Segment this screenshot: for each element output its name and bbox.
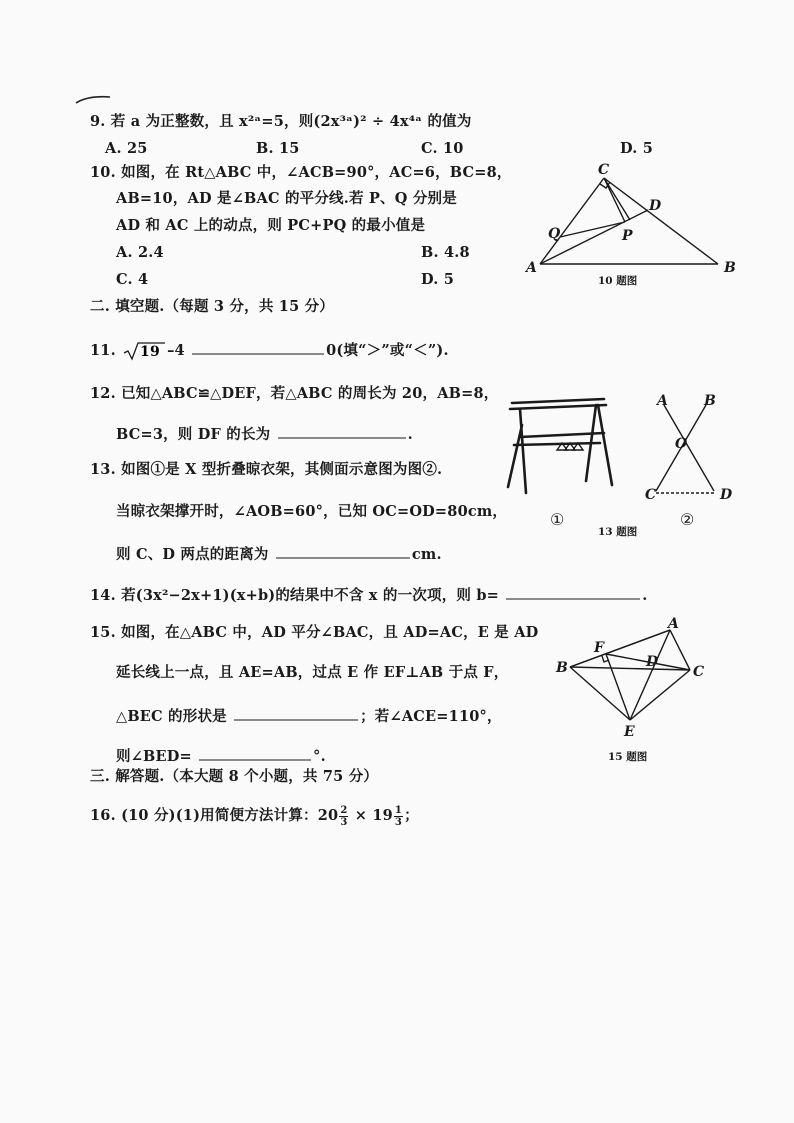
q15-angle-blank[interactable] — [199, 745, 311, 761]
q15-line-1: 15. 如图，在△ABC 中，AD 平分∠BAC，且 AD=AC，E 是 AD — [90, 624, 539, 641]
q13-marker-1: ① — [550, 510, 565, 529]
q13-figure — [500, 385, 760, 545]
q9-stem: 9. 若 a 为正整数，且 x²ᵃ=5，则(2x³ᵃ)² ÷ 4x⁴ᵃ 的值为 — [90, 113, 472, 130]
q16-line: 16. (10 分)(1)用简便方法计算：20 $\frac{2}{3}$ × 19 $\frac{1}{3}$ ； — [90, 804, 419, 828]
fraction-one-third: $\frac{1}{3}$ — [394, 804, 403, 828]
q13-point-d: D — [720, 487, 733, 503]
square-root-sign — [123, 341, 167, 361]
q9-option-b: B. 15 — [256, 140, 300, 157]
q12-answer-blank[interactable] — [278, 423, 406, 439]
q11-answer-blank[interactable] — [192, 339, 324, 355]
q13-line-2: 当晾衣架撑开时，∠AOB=60°，已知 OC=OD=80cm， — [116, 503, 508, 520]
q15-point-a: A — [668, 616, 679, 632]
q10-line-2: AB=10，AD 是∠BAC 的平分线.若 P、Q 分别是 — [116, 190, 457, 207]
fraction-two-thirds: $\frac{2}{3}$ — [340, 804, 348, 828]
q10-point-b: B — [724, 260, 736, 276]
q15-point-c: C — [693, 664, 705, 680]
q14-line: 14. 若(3x²−2x+1)(x+b)的结果中不含 x 的一次项，则 b= . — [90, 584, 648, 605]
q15-line-4: 则∠BED= °. — [116, 745, 326, 766]
q10-point-c: C — [598, 162, 610, 178]
q15-point-f: F — [594, 640, 604, 656]
q10-option-b: B. 4.8 — [421, 244, 470, 261]
q13-figure-caption: 13 题图 — [598, 526, 638, 538]
q15-figure-caption: 15 题图 — [608, 751, 648, 763]
q13-point-c: C — [645, 487, 657, 503]
q13-point-b: B — [704, 393, 716, 409]
q10-point-d: D — [649, 198, 662, 214]
q9-option-c: C. 10 — [421, 140, 464, 157]
q10-point-q: Q — [548, 226, 561, 242]
q13-point-o: O — [675, 436, 688, 452]
q15-point-d: D — [646, 654, 659, 670]
q10-figure-caption: 10 题图 — [598, 275, 638, 287]
q15-triangle-figure — [550, 612, 720, 772]
q13-line-1: 13. 如图①是 X 型折叠晾衣架，其侧面示意图为图②. — [90, 461, 443, 478]
q15-line-3: △BEC 的形状是 ；若∠ACE=110°， — [116, 705, 502, 726]
q10-option-c: C. 4 — [116, 271, 149, 288]
q10-line-3: AD 和 AC 上的动点，则 PC+PQ 的最小值是 — [116, 217, 426, 234]
q9-option-a: A. 25 — [105, 140, 148, 157]
q10-option-d: D. 5 — [421, 271, 455, 288]
q15-point-e: E — [624, 724, 635, 740]
q12-line-1: 12. 已知△ABC≌△DEF，若△ABC 的周长为 20，AB=8， — [90, 385, 499, 402]
q13-point-a: A — [657, 393, 668, 409]
q10-line-1: 10. 如图，在 Rt△ABC 中，∠ACB=90°，AC=6，BC=8， — [90, 164, 512, 181]
q14-answer-blank[interactable] — [506, 584, 640, 600]
q11-radicand: 19 — [140, 344, 160, 360]
q10-option-a: A. 2.4 — [116, 244, 164, 261]
q11-line: 11. 19 –4 0(填“＞”或“＜”). — [90, 339, 449, 361]
q10-triangle-figure — [520, 160, 750, 290]
q13-marker-2: ② — [680, 510, 695, 529]
q13-line-3: 则 C、D 两点的距离为 cm. — [116, 543, 442, 564]
q15-line-2: 延长线上一点，且 AE=AB，过点 E 作 EF⊥AB 于点 F， — [116, 664, 509, 681]
q15-shape-blank[interactable] — [234, 705, 358, 721]
q12-line-2: BC=3，则 DF 的长为 . — [116, 423, 413, 444]
q10-point-p: P — [622, 228, 633, 244]
q9-option-d: D. 5 — [620, 140, 654, 157]
corner-pen-mark — [74, 94, 114, 106]
q10-point-a: A — [526, 260, 537, 276]
q15-point-b: B — [556, 660, 568, 676]
q13-answer-blank[interactable] — [276, 543, 410, 559]
section-3-heading: 三. 解答题.（本大题 8 个小题，共 75 分） — [90, 768, 379, 785]
section-2-heading: 二. 填空题.（每题 3 分，共 15 分） — [90, 298, 335, 315]
